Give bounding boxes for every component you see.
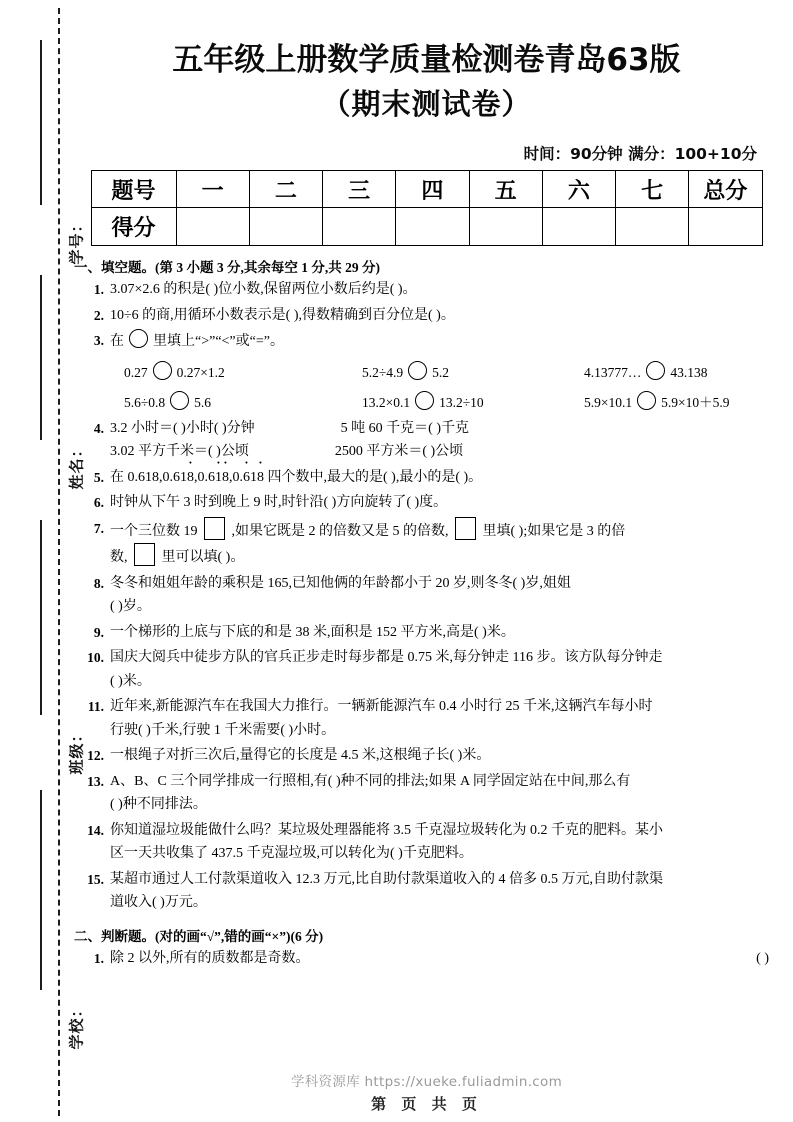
question-number: 11.	[87, 699, 104, 714]
question-body	[110, 868, 769, 915]
question-item	[74, 517, 769, 570]
question-text: 3.02 平方千米＝( )公顷 2500 平方米＝( )公顷	[110, 444, 464, 459]
question-item	[74, 572, 769, 619]
answer-box[interactable]	[204, 517, 225, 540]
answer-parenthesis[interactable]: ( )	[756, 950, 769, 966]
question-text: 10÷6 的商,用循环小数表示是( ),得数精确到百分位是( )。	[110, 307, 455, 323]
watermark-text: 学科资源库 https://xueke.fuliadmin.com	[290, 1074, 563, 1090]
question-number: 14.	[87, 822, 104, 838]
compare-expression: 4.13777… 43.138	[584, 361, 793, 385]
q5-number-4: 0.6 ·18 ·	[233, 470, 265, 485]
compare-expression: 13.2×0.1 13.2÷10	[362, 391, 584, 415]
question-item	[74, 329, 769, 415]
exam-meta-info: 时间：90分钟 满分：100+10分	[523, 145, 757, 163]
question-item	[74, 770, 769, 817]
question-number: 10.	[87, 650, 104, 665]
page-title: 五年级上册数学质量检测卷青岛63版	[172, 42, 681, 78]
q5-number-1: 0.618	[127, 469, 159, 485]
question-number: 3.	[93, 333, 104, 348]
score-table-cell-4[interactable]	[396, 208, 469, 246]
question-item	[74, 491, 769, 515]
question-number: 2.	[93, 307, 104, 323]
score-table-cell-5[interactable]	[469, 208, 542, 246]
question-item	[74, 646, 769, 693]
question-number: 1.	[93, 282, 104, 297]
score-table-cell-3[interactable]	[323, 208, 396, 246]
question-text: 除 2 以外,所有的质数都是奇数。	[110, 950, 310, 966]
compare-circle-icon[interactable]	[170, 391, 189, 410]
score-table-cell-8[interactable]	[689, 208, 762, 246]
question-text: 数, 里可以填( )。	[110, 543, 769, 570]
question-body	[110, 819, 769, 866]
question-item	[74, 278, 769, 302]
table-row-score	[91, 208, 762, 246]
question-text: 行驶( )千米,行驶 1 千米需要( )小时。	[110, 722, 336, 738]
compare-expression: 5.2÷4.9 5.2	[362, 361, 584, 385]
question-number: 9.	[93, 624, 104, 640]
page-footer	[70, 1070, 783, 1114]
q5-number-2: 0.618 ·	[163, 470, 195, 485]
section2-title: 二、判断题。(对的画“√”,错的画“×”)(6 分)	[74, 928, 324, 944]
score-table-col-header-3: 三	[323, 171, 396, 208]
question-text: 某超市通过人工付款渠道收入 12.3 万元,比自助付款渠道收入的 4 倍多 0.5 万元,自助付款渠	[110, 871, 663, 887]
question-item	[74, 695, 769, 742]
question-text: 国庆大阅兵中徒步方队的官兵正步走时每步都是 0.75 米,每分钟走 116 步。该方队每分钟走	[110, 650, 663, 665]
section1-question-list	[74, 278, 769, 915]
compare-circle-icon[interactable]	[153, 361, 172, 380]
title-block	[70, 0, 783, 126]
question-body	[110, 621, 769, 645]
question-body	[110, 572, 769, 619]
score-table-cell-2[interactable]	[249, 208, 322, 246]
table-row-header	[91, 171, 762, 208]
score-table-col-header-1: 一	[176, 171, 249, 208]
margin-rule-4	[40, 790, 42, 990]
question-text: ( )岁。	[110, 599, 151, 614]
question-text: 一个三位数 19 ,如果它既是 2 的倍数又是 5 的倍数, 里填( );如果它是 3 的倍	[110, 517, 769, 544]
question-number: 6.	[93, 495, 104, 510]
question-text: 3.2 小时＝( )小时( )分钟 5 吨 60 千克＝( )千克	[110, 420, 469, 436]
question-text: 一根绳子对折三次后,量得它的长度是 4.5 米,这根绳子长( )米。	[110, 748, 491, 763]
margin-rule-1	[40, 40, 42, 205]
question-body	[110, 329, 793, 415]
question-text: ( )米。	[110, 673, 151, 689]
score-table-score-label: 得分	[91, 208, 176, 246]
margin-label-2: 姓名：	[67, 441, 86, 490]
margin-label-3: 班级：	[67, 726, 86, 775]
question-body	[110, 517, 769, 570]
exam-page	[70, 0, 783, 1122]
section2-question-list	[74, 947, 769, 971]
question-text: 3.07×2.6 的积是( )位小数,保留两位小数后约是( )。	[110, 282, 417, 297]
question-text: ( )种不同排法。	[110, 797, 207, 812]
question-body	[110, 695, 769, 742]
question-text: 在 里填上“>”“<”或“=”。	[110, 329, 793, 354]
compare-row	[110, 391, 793, 415]
compare-expression: 0.27 0.27×1.2	[124, 361, 362, 385]
question-text: 时钟从下午 3 时到晚上 9 时,时针沿( )方向旋转了( )度。	[110, 495, 448, 510]
question-body	[110, 646, 769, 693]
q5-number-group: 0.618,0.618 ·,0.61 ·8 ·,0.6 ·18 ·	[128, 470, 265, 485]
score-table-col-header-7: 七	[616, 171, 689, 208]
question-body	[110, 744, 769, 768]
question-text: 冬冬和姐姐年龄的乘积是 165,已知他俩的年龄都小于 20 岁,则冬冬( )岁,姐姐	[110, 575, 571, 591]
left-margin	[0, 0, 86, 1122]
score-table-col-header-6: 六	[542, 171, 615, 208]
compare-circle-icon[interactable]	[408, 361, 427, 380]
question-body	[110, 491, 769, 515]
question-body	[110, 304, 769, 328]
margin-label-4: 学校：	[67, 1001, 86, 1050]
score-table	[91, 170, 763, 246]
question-text: A、B、C 三个同学排成一行照相,有( )种不同的排法;如果 A 同学固定站在中间,那么有	[110, 773, 631, 789]
question-text: 你知道湿垃圾能做什么吗？某垃圾处理器能将 3.5 千克湿垃圾转化为 0.2 千克的肥料。某小	[110, 822, 663, 838]
question-text: 道收入( )万元。	[110, 895, 207, 910]
margin-rule-2	[40, 275, 42, 440]
score-table-col-header-8: 总分	[689, 171, 762, 208]
score-table-cell-1[interactable]	[176, 208, 249, 246]
compare-circle-icon[interactable]	[129, 329, 148, 348]
score-table-cell-7[interactable]	[616, 208, 689, 246]
question-number: 5.	[93, 469, 104, 485]
question-number: 12.	[87, 748, 104, 763]
question-number: 15.	[87, 871, 104, 887]
question-item	[74, 947, 769, 971]
score-table-col-header-5: 五	[469, 171, 542, 208]
question-body	[110, 770, 769, 817]
compare-row	[110, 361, 793, 385]
question-item	[74, 417, 769, 464]
score-table-row-label: 题号	[91, 171, 176, 208]
section-fill-in-blanks	[70, 256, 783, 915]
question-text: 一个梯形的上底与下底的和是 38 米,面积是 152 平方米,高是( )米。	[110, 624, 515, 640]
question-number: 8.	[93, 575, 104, 591]
margin-rule-3	[40, 520, 42, 715]
question-number: 4.	[93, 420, 104, 436]
question-item	[74, 304, 769, 328]
question-item	[74, 621, 769, 645]
compare-expression: 5.9×10.1 5.9×10＋5.9	[584, 391, 793, 415]
question-body	[110, 278, 769, 302]
score-table-col-header-2: 二	[249, 171, 322, 208]
question-number: 7.	[93, 520, 104, 536]
question-item	[74, 466, 769, 490]
question-body	[110, 417, 769, 464]
question-body	[110, 947, 769, 971]
question-item	[74, 744, 769, 768]
section1-title: 一、填空题。(第 3 小题 3 分,其余每空 1 分,共 29 分)	[74, 260, 380, 275]
question-text: 近年来,新能源汽车在我国大力推行。一辆新能源汽车 0.4 小时行 25 千米,这辆汽车每小时	[110, 699, 653, 714]
q5-number-3: 0.61 ·8 ·	[198, 470, 230, 485]
page-number: 第 页 共 页	[371, 1095, 482, 1113]
section-true-false	[70, 925, 783, 971]
answer-box[interactable]	[134, 543, 155, 566]
compare-circle-icon[interactable]	[646, 361, 665, 380]
question-item	[74, 819, 769, 866]
question-text: 区一天共收集了 437.5 千克湿垃圾,可以转化为( )千克肥料。	[110, 846, 473, 861]
question-number: 13.	[87, 773, 104, 789]
score-table-cell-6[interactable]	[542, 208, 615, 246]
question-body	[110, 466, 769, 490]
question-item	[74, 868, 769, 915]
margin-label-1: 学号：	[67, 216, 86, 265]
question-text: 在 0.618,0.618 ·,0.61 ·8 ·,0.6 ·18 · 四个数中,最大的是( ),最小的是( )。	[110, 466, 769, 490]
fold-dashed-line	[58, 8, 60, 1116]
score-table-col-header-4: 四	[396, 171, 469, 208]
question-number: 1.	[93, 950, 104, 966]
page-subtitle: （期末测试卷）	[321, 87, 532, 121]
answer-box[interactable]	[455, 517, 476, 540]
compare-circle-icon[interactable]	[415, 391, 434, 410]
compare-expression: 5.6÷0.8 5.6	[124, 391, 362, 415]
compare-circle-icon[interactable]	[637, 391, 656, 410]
